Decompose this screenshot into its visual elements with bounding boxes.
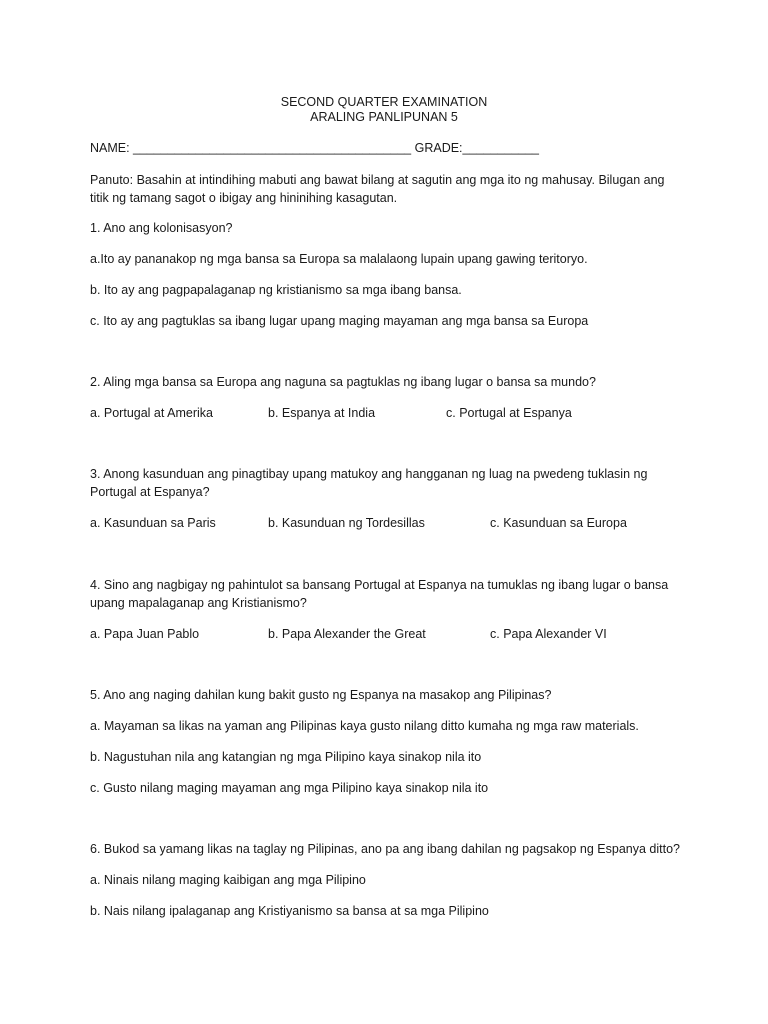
q4-choice-c: c. Papa Alexander VI — [490, 627, 607, 641]
q2-choice-b: b. Espanya at India — [268, 406, 376, 420]
q6-choice-b: b. Nais nilang ipalaganap ang Kristiyanismo sa bansa at sa mga Pilipino — [90, 904, 489, 918]
q4-choice-a: a. Papa Juan Pablo — [90, 627, 200, 641]
question-4-line-2: upang mapalaganap ang Kristianismo? — [90, 596, 307, 610]
question-2: 2. Aling mga bansa sa Europa ang naguna sa pagtuklas ng ibang lugar o bansa sa mundo? — [90, 375, 596, 389]
q3-choice-b: b. Kasunduan ng Tordesillas — [268, 516, 425, 530]
instructions-line-1: Panuto: Basahin at intindihing mabuti ang bawat bilang at sagutin ang mga ito ng mahusay. Bilugan ang — [90, 173, 665, 187]
instructions-line-2: titik ng tamang sagot o ibigay ang hininihing kasagutan. — [90, 191, 398, 205]
exam-title: SECOND QUARTER EXAMINATION — [280, 95, 488, 109]
q1-choice-c: c. Ito ay ang pagtuklas sa ibang lugar upang maging mayaman ang mga bansa sa Europa — [90, 314, 589, 328]
q5-choice-c: c. Gusto nilang maging mayaman ang mga Pilipino kaya sinakop nila ito — [90, 781, 489, 795]
question-3-line-2: Portugal at Espanya? — [90, 485, 210, 499]
q2-choice-a: a. Portugal at Amerika — [90, 406, 213, 420]
q3-choice-a: a. Kasunduan sa Paris — [90, 516, 216, 530]
q4-choice-b: b. Papa Alexander the Great — [268, 627, 426, 641]
q3-choice-c: c. Kasunduan sa Europa — [490, 516, 627, 530]
question-6: 6. Bukod sa yamang likas na taglay ng Pilipinas, ano pa ang ibang dahilan ng pagsakop ng Espanya ditto? — [90, 842, 681, 856]
q6-choice-a: a. Ninais nilang maging kaibigan ang mga Pilipino — [90, 873, 366, 887]
q1-choice-b: b. Ito ay ang pagpapalaganap ng kristianismo sa mga ibang bansa. — [90, 283, 462, 297]
question-3-line-1: 3. Anong kasunduan ang pinagtibay upang matukoy ang hangganan ng luag na pwedeng tuklasin ng — [90, 467, 648, 481]
exam-subject: ARALING PANLIPUNAN 5 — [310, 110, 458, 124]
q1-choice-a: a.Ito ay pananakop ng mga bansa sa Europa sa malalaong lupain upang gawing teritoryo. — [90, 252, 588, 266]
q5-choice-b: b. Nagustuhan nila ang katangian ng mga Pilipino kaya sinakop nila ito — [90, 750, 482, 764]
q5-choice-a: a. Mayaman sa likas na yaman ang Pilipinas kaya gusto nilang ditto kumaha ng mga raw materials. — [90, 719, 639, 733]
question-5: 5. Ano ang naging dahilan kung bakit gusto ng Espanya na masakop ang Pilipinas? — [90, 688, 552, 702]
question-4-line-1: 4. Sino ang nagbigay ng pahintulot sa bansang Portugal at Espanya na tumuklas ng ibang lugar o bansa — [90, 578, 669, 592]
name-grade-line: NAME: ________________________________________ GRADE:___________ — [90, 141, 540, 155]
q2-choice-c: c. Portugal at Espanya — [446, 406, 572, 420]
question-1: 1. Ano ang kolonisasyon? — [90, 221, 233, 235]
